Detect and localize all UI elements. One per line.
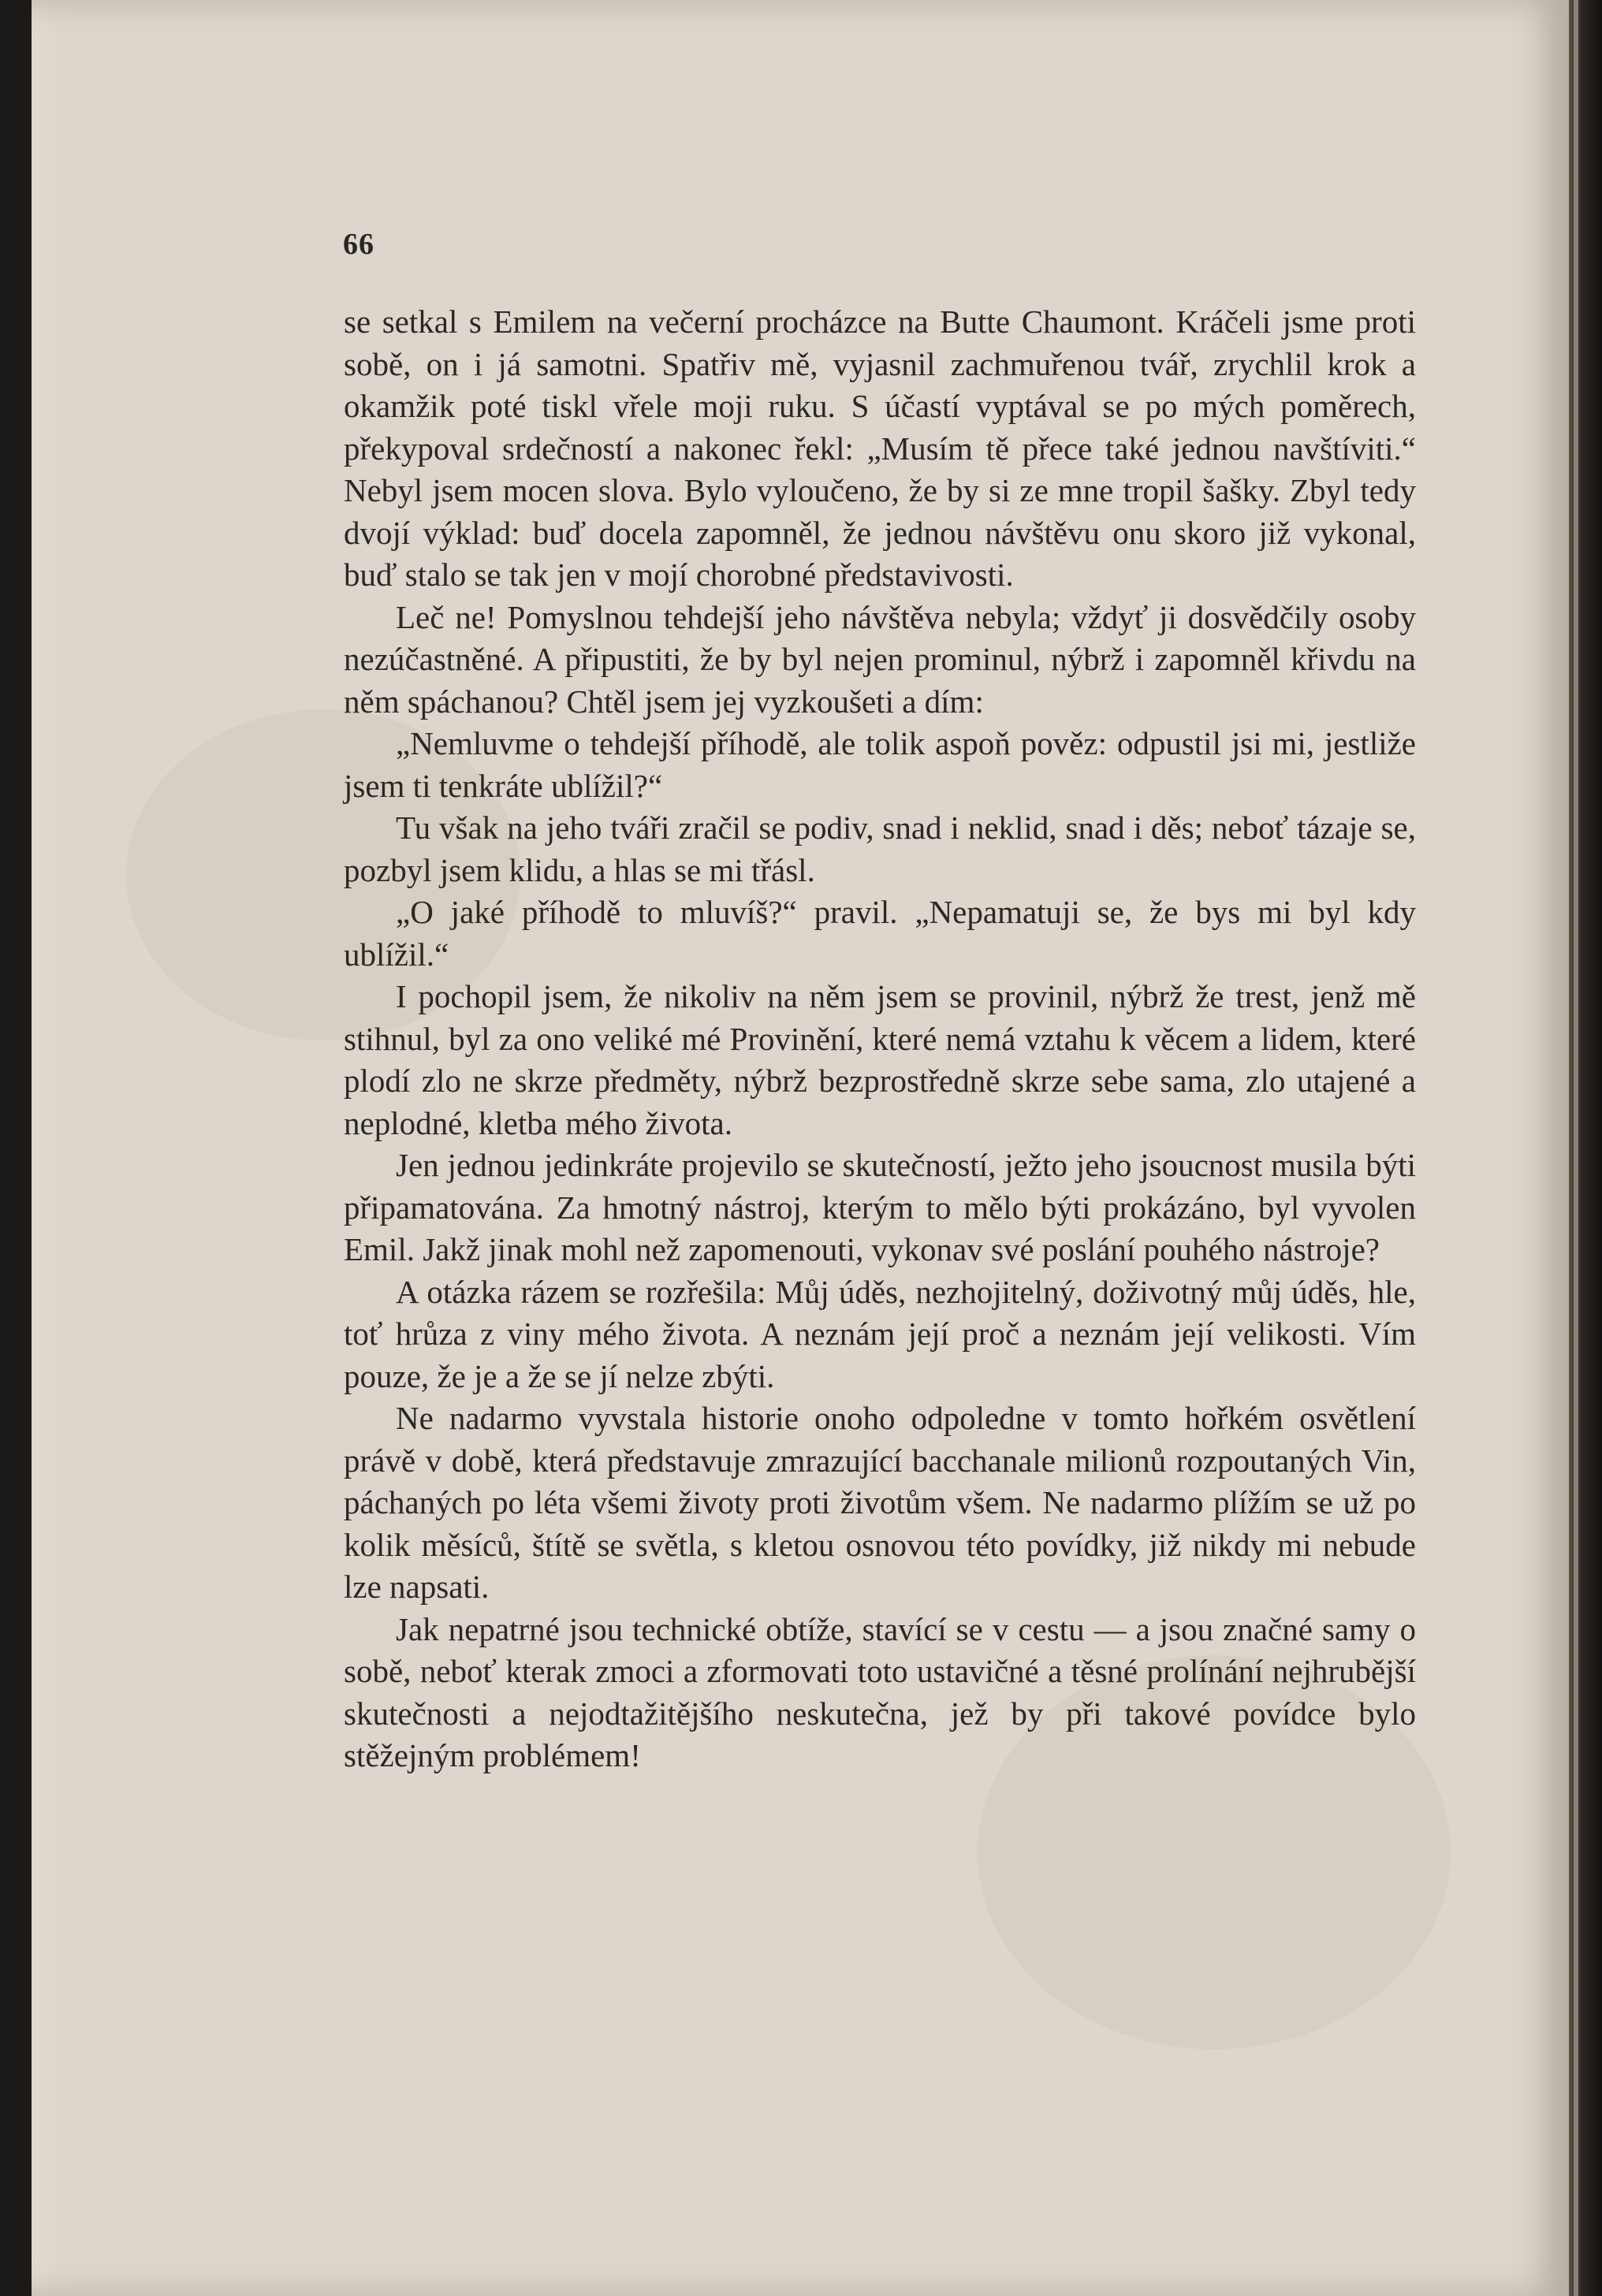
paragraph: Leč ne! Pomyslnou tehdejší jeho návštěva nebyla; vždyť ji dosvědčily osoby nezúčastněné. A připustiti, že by byl nejen prominul, nýbrž i zapomněl křivdu na něm spáchanou? Chtěl jsem jej vyzkoušeti a dím: [344, 598, 1416, 720]
paragraph: Tu však na jeho tváři zračil se podiv, snad i neklid, snad i děs; neboť tázaje se, pozbyl jsem klidu, a hlas se mi třásl. [344, 809, 1416, 888]
paragraph: Jen jednou jedinkráte projevilo se skutečností, ježto jeho jsoucnost musila býti připamatována. Za hmotný nástroj, kterým to mělo býti prokázáno, byl vyvolen Emil. Jakž jinak mohl než zapomenouti, vykonav své poslání pouhého nástroje? [344, 1147, 1416, 1267]
body-text [344, 301, 1416, 1777]
paragraph: „O jaké příhodě to mluvíš?“ pravil. „Nepamatuji se, že bys mi byl kdy ublížil.“ [344, 894, 1416, 973]
paragraph: „Nemluvme o tehdejší příhodě, ale tolik aspoň pověz: odpustil jsi mi, jestliže jsem ti tenkráte ublížil?“ [344, 725, 1416, 804]
paragraph: A otázka rázem se rozřešila: Můj úděs, nezhojitelný, doživotný můj úděs, hle, toť hrůza z viny mého života. A neznám její proč a neznám její velikosti. Vím pouze, že je a že se jí nelze zbýti. [344, 1273, 1416, 1394]
paragraph: se setkal s Emilem na večerní procházce na Butte Chaumont. Kráčeli jsme proti sobě, on i já samotni. Spatřiv mě, vyjasnil zachmuřenou tvář, zrychlil krok a okamžik poté tiskl vřele moji ruku. S účastí vyptával se po mých poměrech, překypoval srdečností a nakonec řekl: „Musím tě přece také jednou navštíviti.“ Nebyl jsem mocen slova. Bylo vyloučeno, že by si ze mne tropil šašky. Zbyl tedy dvojí výklad: buď docela zapomněl, že jednou návštěvu onu skoro již vykonal, buď stalo se tak jen v mojí chorobné představivosti. [344, 303, 1416, 593]
paragraph: Ne nadarmo vyvstala historie onoho odpoledne v tomto hořkém osvětlení právě v době, která představuje zmrazující bacchanale milionů rozpoutaných Vin, páchaných po léta všemi životy proti životům všem. Ne nadarmo plížím se už po kolik měsíců, štítě se světla, s kletou osnovou této povídky, již nikdy mi nebude lze napsati. [344, 1400, 1416, 1605]
paragraph: Jak nepatrné jsou technické obtíže, stavící se v cestu — a jsou značné samy o sobě, neboť kterak zmoci a zformovati toto ustavičné a těsné prolínání nejhrubější skutečnosti a nejodtažitějšího neskutečna, jež by při takové povídce bylo stěžejným problémem! [344, 1610, 1416, 1773]
page-edge [1569, 0, 1602, 2296]
paragraph: I pochopil jsem, že nikoliv na něm jsem se provinil, nýbrž že trest, jenž mě stihnul, byl za ono veliké mé Provinění, které nemá vztahu k věcem a lidem, které plodí zlo ne skrze předměty, nýbrž bezprostředně skrze sebe sama, zlo utajené a neplodné, kletba mého života. [344, 978, 1416, 1141]
page-number: 66 [343, 228, 374, 261]
page-edge-sliver [1574, 0, 1578, 2296]
